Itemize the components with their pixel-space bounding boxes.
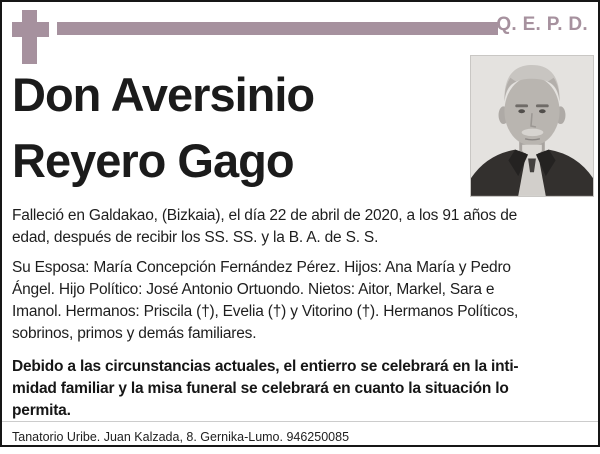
- header-accent-bar: [57, 22, 498, 35]
- deceased-name: Don Aversinio Reyero Gago: [12, 68, 315, 187]
- funeral-announcement: Debido a las circunstancias actuales, el entierro se celebrará en la inti- midad familiar y la misa funeral se celebrará en cuanto la situación lo permita.: [12, 358, 519, 419]
- latin-cross-icon: [12, 10, 49, 64]
- portrait-photo: [470, 55, 594, 197]
- funeral-home-info: Tanatorio Uribe. Juan Kalzada, 8. Gernika-Lumo. 946250085: [12, 430, 350, 444]
- footer-separator-line: [2, 421, 598, 422]
- family-list: Su Esposa: María Concepción Fernández Pérez. Hijos: Ana María y Pedro Ángel. Hijo Político: José Antonio Ortuondo. Nietos: Aitor, Markel, Sara e Imanol. Hermanos: Priscila (†), Evelia (†) y Vitorino (†). Hermanos Políticos, sobrinos, primos y demás familiares.: [12, 259, 519, 342]
- death-details: Falleció en Galdakao, (Bizkaia), el día 22 de abril de 2020, a los 91 años de edad, después de recibir los SS. SS. y la B. A. de S. S.: [12, 207, 518, 246]
- qepd-label: Q. E. P. D.: [496, 14, 588, 35]
